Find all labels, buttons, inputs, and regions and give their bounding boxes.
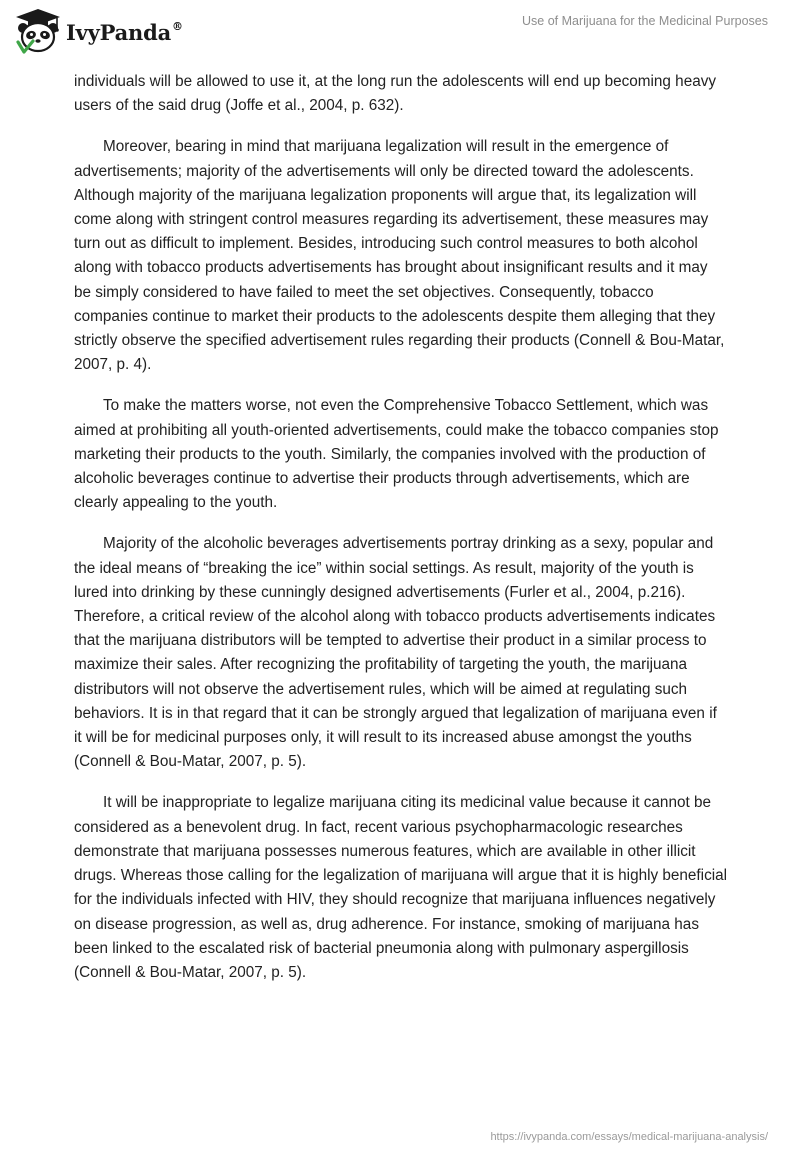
essay-body [74,70,728,1002]
source-url[interactable]: https://ivypanda.com/essays/medical-marijuana-analysis/ [490,1131,768,1143]
paragraph-continuation: individuals will be allowed to use it, at the long run the adolescents will end up becoming heavy users of the said drug (Joffe et al., 2004, p. 632). [74,73,717,115]
paragraph: Moreover, bearing in mind that marijuana legalization will result in the emergence of advertisements; majority of the advertisements will only be directed toward the adolescents. Although majority of the marijuana legalization proponents will argue that, its legalization will come along with stringent control measures regarding its advertisement, these measures may turn out as difficult to implement. Besides, introducing such control measures to both alcohol along with tobacco products advertisements has brought about insignificant results and it may be simply considered to have failed to meet the set objectives. Consequently, tobacco companies continue to market their products to the adolescents despite them alleging that they strictly observe the specified advertisement rules regarding their products (Connell & Bou-Matar, 2007, p. 4). [74,138,725,374]
brand-name: IvyPanda® [66,19,183,45]
paragraph: Majority of the alcoholic beverages advertisements portray drinking as a sexy, popular and the ideal means of “breaking the ice” within social settings. As result, majority of the youth is lured into drinking by these cunningly designed advertisements (Furler et al., 2004, p.216). Therefore, a critical review of the alcohol along with tobacco products advertisements indicates that the marijuana distributors will be tempted to advertise their product in a similar process to maximize their sales. After recognizing the profitability of targeting the youth, the marijuana distributors will not observe the advertisement rules, which will be aimed at regulating such behaviors. It is in that regard that it can be strongly argued that legalization of marijuana even if it will be for medicinal purposes only, it will result to its increased abuse amongst the youths (Connell & Bou-Matar, 2007, p. 5). [74,535,717,771]
paragraph: To make the matters worse, not even the Comprehensive Tobacco Settlement, which was aimed at prohibiting all youth-oriented advertisements, could make the tobacco companies stop marketing their products to the youth. Similarly, the companies involved with the production of alcoholic beverages continue to advertise their products through advertisements, which are clearly appealing to the youth. [74,397,719,512]
paragraph: It will be inappropriate to legalize marijuana citing its medicinal value because it cannot be considered as a benevolent drug. In fact, recent various psychopharmacologic researches demonstrate that marijuana possesses numerous features, which are available in other illicit drugs. Whereas those calling for the legalization of marijuana will argue that it is highly beneficial for the individuals infected with HIV, they should recognize that marijuana influences negatively on disease progression, as well as, drug adherence. For instance, smoking of marijuana has been linked to the escalated risk of bacterial pneumonia along with pulmonary aspergillosis (Connell & Bou-Matar, 2007, p. 5). [74,794,728,981]
ivypanda-logo[interactable] [14,7,183,55]
document-title: Use of Marijuana for the Medicinal Purposes [522,14,768,28]
panda-graduate-icon [14,8,62,54]
page-header [0,0,800,60]
